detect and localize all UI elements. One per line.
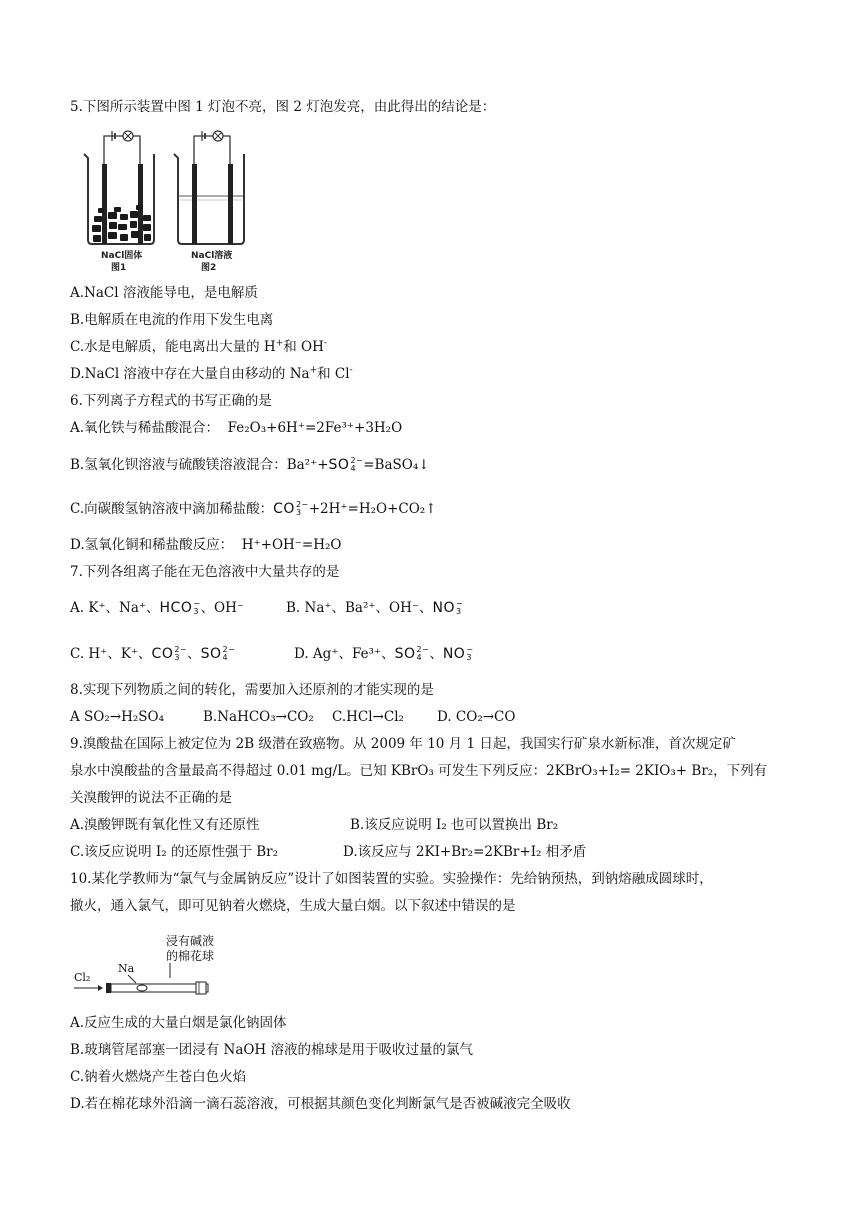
- beaker-1-icon: [84, 131, 154, 244]
- sulfate-ion: SO 2− 4: [200, 645, 236, 662]
- q9-option-d: D.该反应与 2KI+Br₂=2KBr+I₂ 相矛盾: [343, 844, 587, 860]
- q5-c-pre: C.水是电解质，能电离出大量的 H: [70, 339, 276, 355]
- q6-c-tail: +2H⁺=H₂O+CO₂↑: [308, 501, 437, 517]
- sodium-ball-icon: [137, 985, 147, 991]
- q9-option-a: A.溴酸钾既有氧化性又有还原性: [70, 817, 260, 833]
- q7-option-c: C. H⁺、K⁺、CO 2− 3 、SO 2− 4: [70, 645, 236, 662]
- q5-option-d: D.NaCl 溶液中存在大量自由移动的 Na+和 Cl-: [70, 365, 353, 382]
- q5-figure: [80, 124, 250, 274]
- q8-option-b: B.NaHCO₃→CO₂: [203, 709, 314, 725]
- q7-option-a: A. K⁺、Na⁺、HCO − 3 、OH⁻: [70, 599, 245, 616]
- q5-stem: 5.下图所示装置中图 1 灯泡不亮，图 2 灯泡发亮，由此得出的结论是：: [70, 99, 496, 115]
- q9-line-2: 泉水中溴酸盐的含量最高不得超过 0.01 mg/L。已知 KBrO₃ 可发生下列反应：2KBrO₃+I₂= 2KIO₃+ Br₂，下列有: [70, 763, 768, 779]
- stopper-icon: [106, 983, 111, 993]
- q6-d-eq: H⁺+OH⁻=H₂O: [241, 537, 342, 553]
- beaker-2-icon: [174, 131, 244, 244]
- fig2-label: 图2: [201, 263, 217, 273]
- nitrate-ion: NO − 3: [432, 599, 464, 616]
- q5-option-c: C.水是电解质，能电离出大量的 H+和 OH-: [70, 338, 327, 355]
- q5-c-mid: 和 OH: [283, 339, 324, 355]
- q6-b-text: B.氢氧化钡溶液与硫酸镁溶液混合：Ba²⁺+: [70, 457, 329, 473]
- q8-option-a: A SO₂→H₂SO₄: [70, 709, 164, 725]
- q5-option-b: B.电解质在电流的作用下发生电离: [70, 312, 274, 328]
- q6-option-b: [70, 456, 430, 474]
- q6-stem: 6.下列离子方程式的书写正确的是: [70, 393, 272, 409]
- carbonate-ion: CO 2− 3: [151, 645, 188, 662]
- q10-option-c: C.钠着火燃烧产生苍白色火焰: [70, 1069, 247, 1085]
- q6-option-c: [70, 500, 437, 518]
- q8-option-c: C.HCl→Cl₂: [332, 709, 404, 725]
- q5-d-mid: 和 Cl: [317, 366, 350, 382]
- fig1-caption: NaCl固体: [101, 251, 143, 261]
- q8-option-d: D. CO₂→CO: [437, 709, 516, 725]
- q10-option-a: A.反应生成的大量白烟是氯化钠固体: [70, 1015, 287, 1031]
- sulfate-ion: SO 2− 4: [394, 645, 430, 662]
- q10-line-1: 10.某化学教师为“氯气与金属钠反应”设计了如图装置的实验。实验操作：先给钠预热，到钠熔融成圆球时，: [70, 871, 713, 887]
- fig1-label: 图1: [111, 263, 127, 273]
- q6-option-a: [70, 419, 402, 437]
- q9-option-b: B.该反应说明 I₂ 也可以置换出 Br₂: [350, 817, 559, 833]
- arrow-right-icon: [98, 985, 103, 991]
- sodium-label: Na: [118, 962, 135, 975]
- chlorine-label: Cl₂: [74, 971, 91, 984]
- q6-b-tail: =BaSO₄↓: [363, 457, 430, 473]
- q7-stem: 7.下列各组离子能在无色溶液中大量共存的是: [70, 564, 340, 580]
- q6-a-text: A.氧化铁与稀盐酸混合：: [70, 420, 220, 436]
- q5-d-pre: D.NaCl 溶液中存在大量自由移动的 Na: [70, 366, 310, 382]
- q6-a-eq: Fe₂O₃+6H⁺=2Fe³⁺+3H₂O: [227, 420, 403, 436]
- cotton-ball-icon: [196, 982, 206, 994]
- cotton-label-2: 的棉花球: [166, 949, 215, 963]
- sulfate-ion: SO 2− 4: [328, 456, 364, 473]
- bicarbonate-ion: HCO − 3: [159, 599, 201, 616]
- cotton-label-1: 浸有碱液: [166, 934, 215, 948]
- q8-stem: 8.实现下列物质之间的转化，需要加入还原剂的才能实现的是: [70, 682, 434, 698]
- q7-option-b: B. Na⁺、Ba²⁺、OH⁻、NO − 3: [286, 599, 464, 616]
- q6-option-d: [70, 536, 341, 554]
- q6-c-text: C.向碳酸氢钠溶液中滴加稀盐酸：: [70, 501, 274, 517]
- nitrate-ion: NO − 3: [442, 645, 474, 662]
- q9-line-3: 关溴酸钾的说法不正确的是: [70, 790, 232, 806]
- q10-figure: [74, 932, 234, 1000]
- q10-option-d: D.若在棉花球外沿滴一滴石蕊溶液，可根据其颜色变化判断氯气是否被碱液完全吸收: [70, 1096, 571, 1112]
- q5-option-a: A.NaCl 溶液能导电，是电解质: [70, 285, 258, 301]
- carbonate-ion: CO 2− 3: [273, 500, 309, 517]
- q7-option-d: D. Ag⁺、Fe³⁺、SO 2− 4 、NO − 3: [294, 645, 474, 662]
- q6-d-text: D.氢氧化铜和稀盐酸反应：: [70, 537, 234, 553]
- q10-line-2: 撤火，通入氯气，即可见钠着火燃烧，生成大量白烟。以下叙述中错误的是: [70, 898, 516, 914]
- fig2-caption: NaCl溶液: [191, 251, 233, 261]
- q10-option-b: B.玻璃管尾部塞一团浸有 NaOH 溶液的棉球是用于吸收过量的氯气: [70, 1042, 473, 1058]
- q9-option-c: C.该反应说明 I₂ 的还原性强于 Br₂: [70, 844, 279, 860]
- q9-line-1: 9.溴酸盐在国际上被定位为 2B 级潜在致癌物。从 2009 年 10 月 1 日起，我国实行矿泉水新标准，首次规定矿: [70, 736, 736, 752]
- glass-tube-icon: [111, 984, 208, 992]
